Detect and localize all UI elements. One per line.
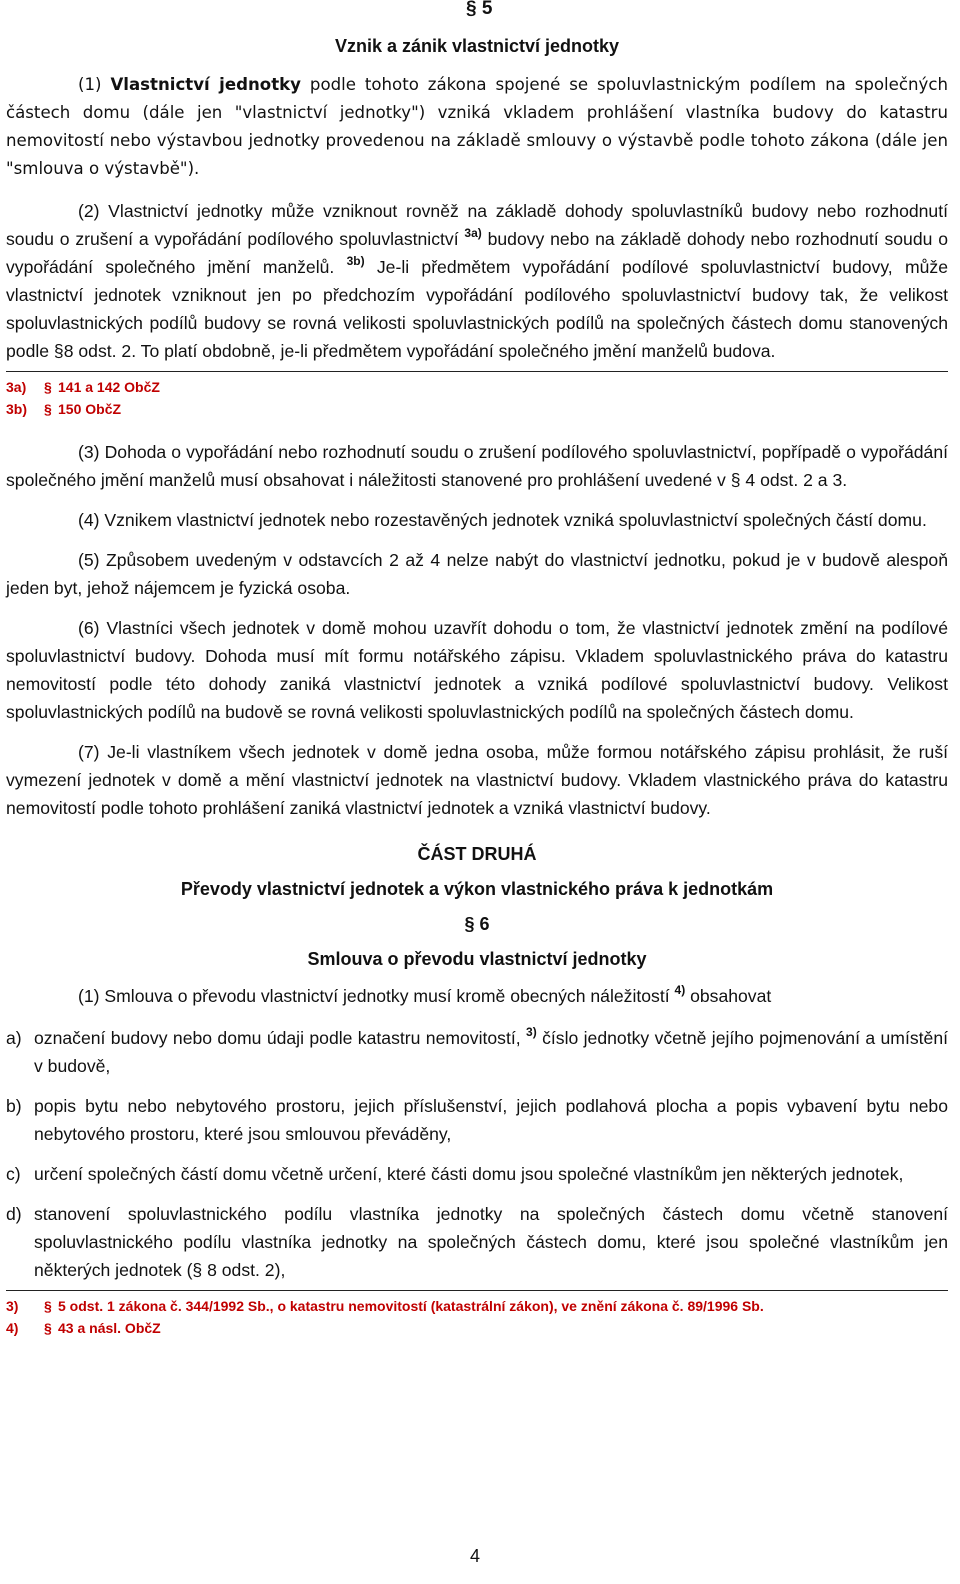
- footnote-ref-3b[interactable]: 3b): [346, 254, 365, 268]
- footnote-divider: [6, 1290, 948, 1291]
- section-5-title: Vznik a zánik vlastnictví jednotky: [334, 36, 620, 56]
- footnote-3a: 3a) § 141 a 142 ObčZ: [6, 379, 160, 395]
- page-number: 4: [469, 1546, 480, 1566]
- list-item-a: a) označení budovy nebo domu údaji podle katastru nemovitostí, $^{3)}$ číslo jednotky včetně jejího pojmenování a umístění v budově,: [6, 1025, 948, 1076]
- paragraph-5-5: (5) Způsobem uvedeným v odstavcích 2 až 4 nelze nabýt do vlastnictví jednotku, pokud je v budově alespoň jeden byt, jehož nájemcem je fyzická osoba.: [6, 550, 948, 598]
- section-6-number: § 6: [464, 914, 490, 934]
- section-5-number: § 5: [466, 0, 493, 19]
- part-two-heading: ČÁST DRUHÁ: [417, 844, 537, 864]
- footnote-4: 4) § 43 a násl. ObčZ: [6, 1320, 161, 1336]
- footnote-3b: 3b) § 150 ObčZ: [6, 401, 122, 417]
- paragraph-5-2: (2) Vlastnictví jednotky může vzniknout rovněž na základě dohody spoluvlastníků budovy nebo rozhodnutí soudu o zrušení a vypořádání podílového spoluvlastnictví $^{3a)}$ budovy nebo na základě dohody nebo rozhodnutí soudu o vypořádání společného jmění manželů. $^{3b)}$ Je-li předmětem vypořádání podílové spoluvlastnictví budovy, může vlastnictví jednotek vzniknout jen po předchozím vypořádání podílového spoluvlastnictví budovy tak, že velikost spoluvlastnických podílů budovy se rovná velikosti spoluvlastnických podílů na společných částech domu stanovených podle §8 odst. 2. To platí obdobně, je-li předmětem vypořádání společného jmění manželů budova.: [6, 201, 948, 361]
- section-6-title: Smlouva o převodu vlastnictví jednotky: [307, 949, 647, 969]
- document-page: [6, 0, 948, 1339]
- footnote-ref-4[interactable]: 4): [674, 983, 686, 997]
- list-item-b: b) popis bytu nebo nebytového prostoru, jejich příslušenství, jejich podlahová plocha a popis vybavení bytu nebo nebytového prostoru, které jsou smlouvou převáděny,: [6, 1096, 948, 1144]
- footnote-ref-3[interactable]: 3): [526, 1025, 537, 1039]
- paragraph-5-7: (7) Je-li vlastníkem všech jednotek v domě jedna osoba, může formou notářského zápisu prohlásit, že ruší vymezení jednotek v domě a mění vlastnictví jednotek na vlastnictví budovy. Vkladem vlastnického práva do katastru nemovitostí podle tohoto prohlášení zaniká vlastnictví jednotek a vzniká vlastnictví budovy.: [6, 742, 948, 818]
- list-item-c: c) určení společných částí domu včetně určení, které části domu jsou společné vlastníkům jen některých jednotek,: [6, 1164, 904, 1184]
- paragraph-5-1: (1) Vlastnictví jednotky podle tohoto zákona spojené se spoluvlastnickým podílem na společných částech domu (dále jen "vlastnictví jednotky") vzniká vkladem prohlášení vlastníka budovy do katastru nemovitostí nebo výstavbou jednotky provedenou na základě smlouvy o výstavbě podle tohoto zákona (dále jen "smlouva o výstavbě").: [6, 75, 948, 178]
- footnote-divider: [6, 371, 948, 372]
- footnote-ref-3a[interactable]: 3a): [464, 226, 482, 240]
- paragraph-5-4: (4) Vznikem vlastnictví jednotek nebo rozestavěných jednotek vzniká spoluvlastnictví společných částí domu.: [78, 510, 927, 530]
- part-two-title: Převody vlastnictví jednotek a výkon vlastnického práva k jednotkám: [180, 879, 774, 899]
- footnote-3: 3) § 5 odst. 1 zákona č. 344/1992 Sb., o katastru nemovitostí (katastrální zákon), ve znění zákona č. 89/1996 Sb.: [6, 1298, 764, 1314]
- paragraph-5-3: (3) Dohoda o vypořádání nebo rozhodnutí soudu o zrušení podílového spoluvlastnictví, popřípadě o vypořádání společného jmění manželů musí obsahovat i náležitosti stanovené pro prohlášení uvedené v § 4 odst. 2 a 3.: [6, 442, 948, 490]
- bold-term: Vlastnictví jednotky: [110, 75, 301, 94]
- list-item-d: d) stanovení spoluvlastnického podílu vlastníka jednotky na společných částech domu včetně stanovení spoluvlastnického podílu vlastníka jednotky na společných částech domu, které jsou společné vlastníkům jen některých jednotek (§ 8 odst. 2),: [6, 1204, 948, 1280]
- paragraph-5-6: (6) Vlastníci všech jednotek v domě mohou uzavřít dohodu o tom, že vlastnictví jednotek změní na podílové spoluvlastnictví budovy. Dohoda musí mít formu notářského zápisu. Vkladem spoluvlastnického práva do katastru nemovitostí podle této dohody zaniká vlastnictví jednotek a vzniká podílové spoluvlastnictví budovy. Velikost spoluvlastnických podílů na budově se rovná velikosti spoluvlastnických podílů na společných částech domu.: [6, 618, 948, 722]
- paragraph-6-1: (1) Smlouva o převodu vlastnictví jednotky musí kromě obecných náležitostí $^{4)}$ obsahovat: [78, 983, 772, 1006]
